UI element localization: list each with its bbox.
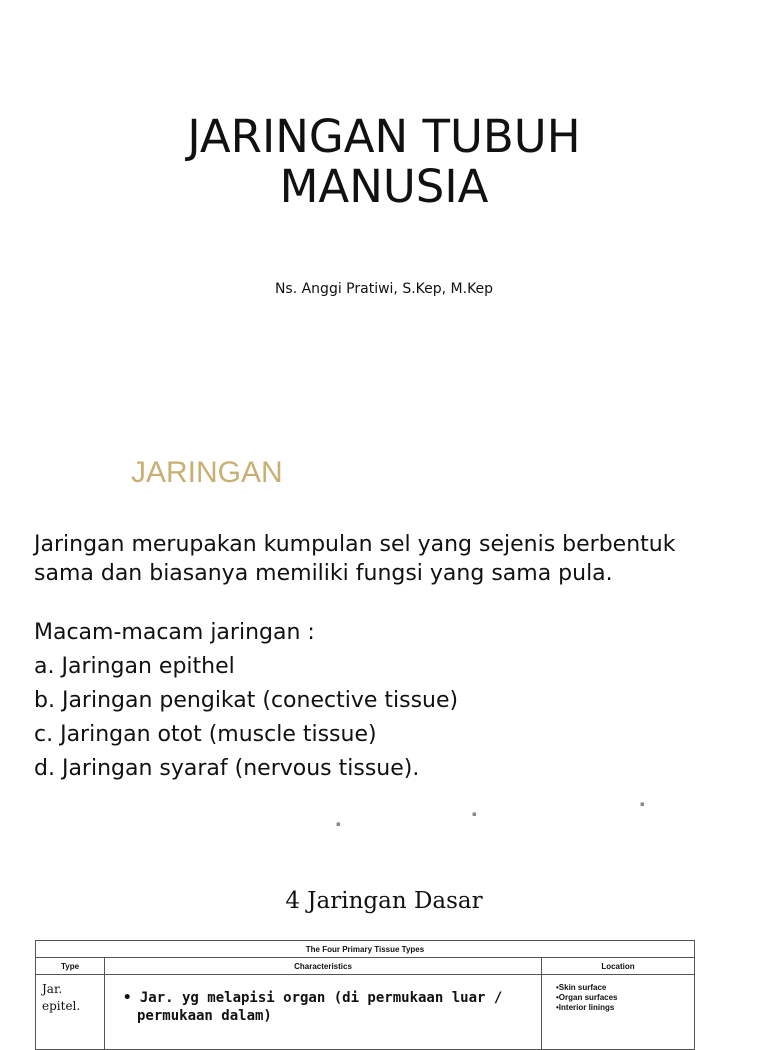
characteristics-line-1: • Jar. yg melapisi organ (di permukaan luar / [123, 990, 503, 1006]
location-item: •Skin surface [556, 983, 607, 992]
title-line-1: JARINGAN TUBUH [187, 110, 581, 163]
column-header-location: Location [542, 958, 695, 975]
characteristics-cell [105, 975, 542, 1050]
type-line-1: Jar. [42, 982, 63, 996]
title-line-2: MANUSIA [279, 160, 489, 213]
author-name: Ns. Anggi Pratiwi, S.Kep, M.Kep [274, 281, 494, 297]
section-heading: JARINGAN [131, 456, 283, 489]
list-item: a. Jaringan epithel [34, 654, 235, 679]
characteristics-line-2: permukaan dalam) [137, 1008, 272, 1024]
table-row [36, 975, 695, 1050]
table-caption: The Four Primary Tissue Types [36, 941, 695, 958]
type-line-2: epitel. [42, 999, 81, 1013]
tissue-table-slide [0, 860, 768, 1024]
scan-speck: ▪ [472, 810, 477, 818]
tissue-types-table [35, 940, 695, 1050]
column-header-characteristics: Characteristics [105, 958, 542, 975]
column-header-type: Type [36, 958, 105, 975]
scan-speck: ▪ [336, 820, 341, 828]
list-item: b. Jaringan pengikat (conective tissue) [34, 688, 459, 713]
slide-title [0, 112, 768, 212]
definition-line-2: sama dan biasanya memiliki fungsi yang sama pula. [34, 561, 613, 586]
list-item: d. Jaringan syaraf (nervous tissue). [34, 756, 420, 781]
scan-speck: ▪ [640, 800, 645, 808]
definition-slide [0, 420, 768, 860]
type-cell [36, 975, 105, 1050]
list-intro: Macam-macam jaringan : [34, 620, 315, 645]
location-item: •Interior linings [556, 1003, 615, 1012]
table-slide-heading: 4 Jaringan Dasar [285, 888, 483, 914]
definition-line-1: Jaringan merupakan kumpulan sel yang sejenis berbentuk [34, 532, 676, 557]
location-cell [542, 975, 695, 1050]
title-slide [0, 0, 768, 420]
list-item: c. Jaringan otot (muscle tissue) [34, 722, 377, 747]
slide-body [34, 530, 734, 786]
spacer [34, 588, 734, 616]
location-item: •Organ surfaces [556, 993, 618, 1002]
